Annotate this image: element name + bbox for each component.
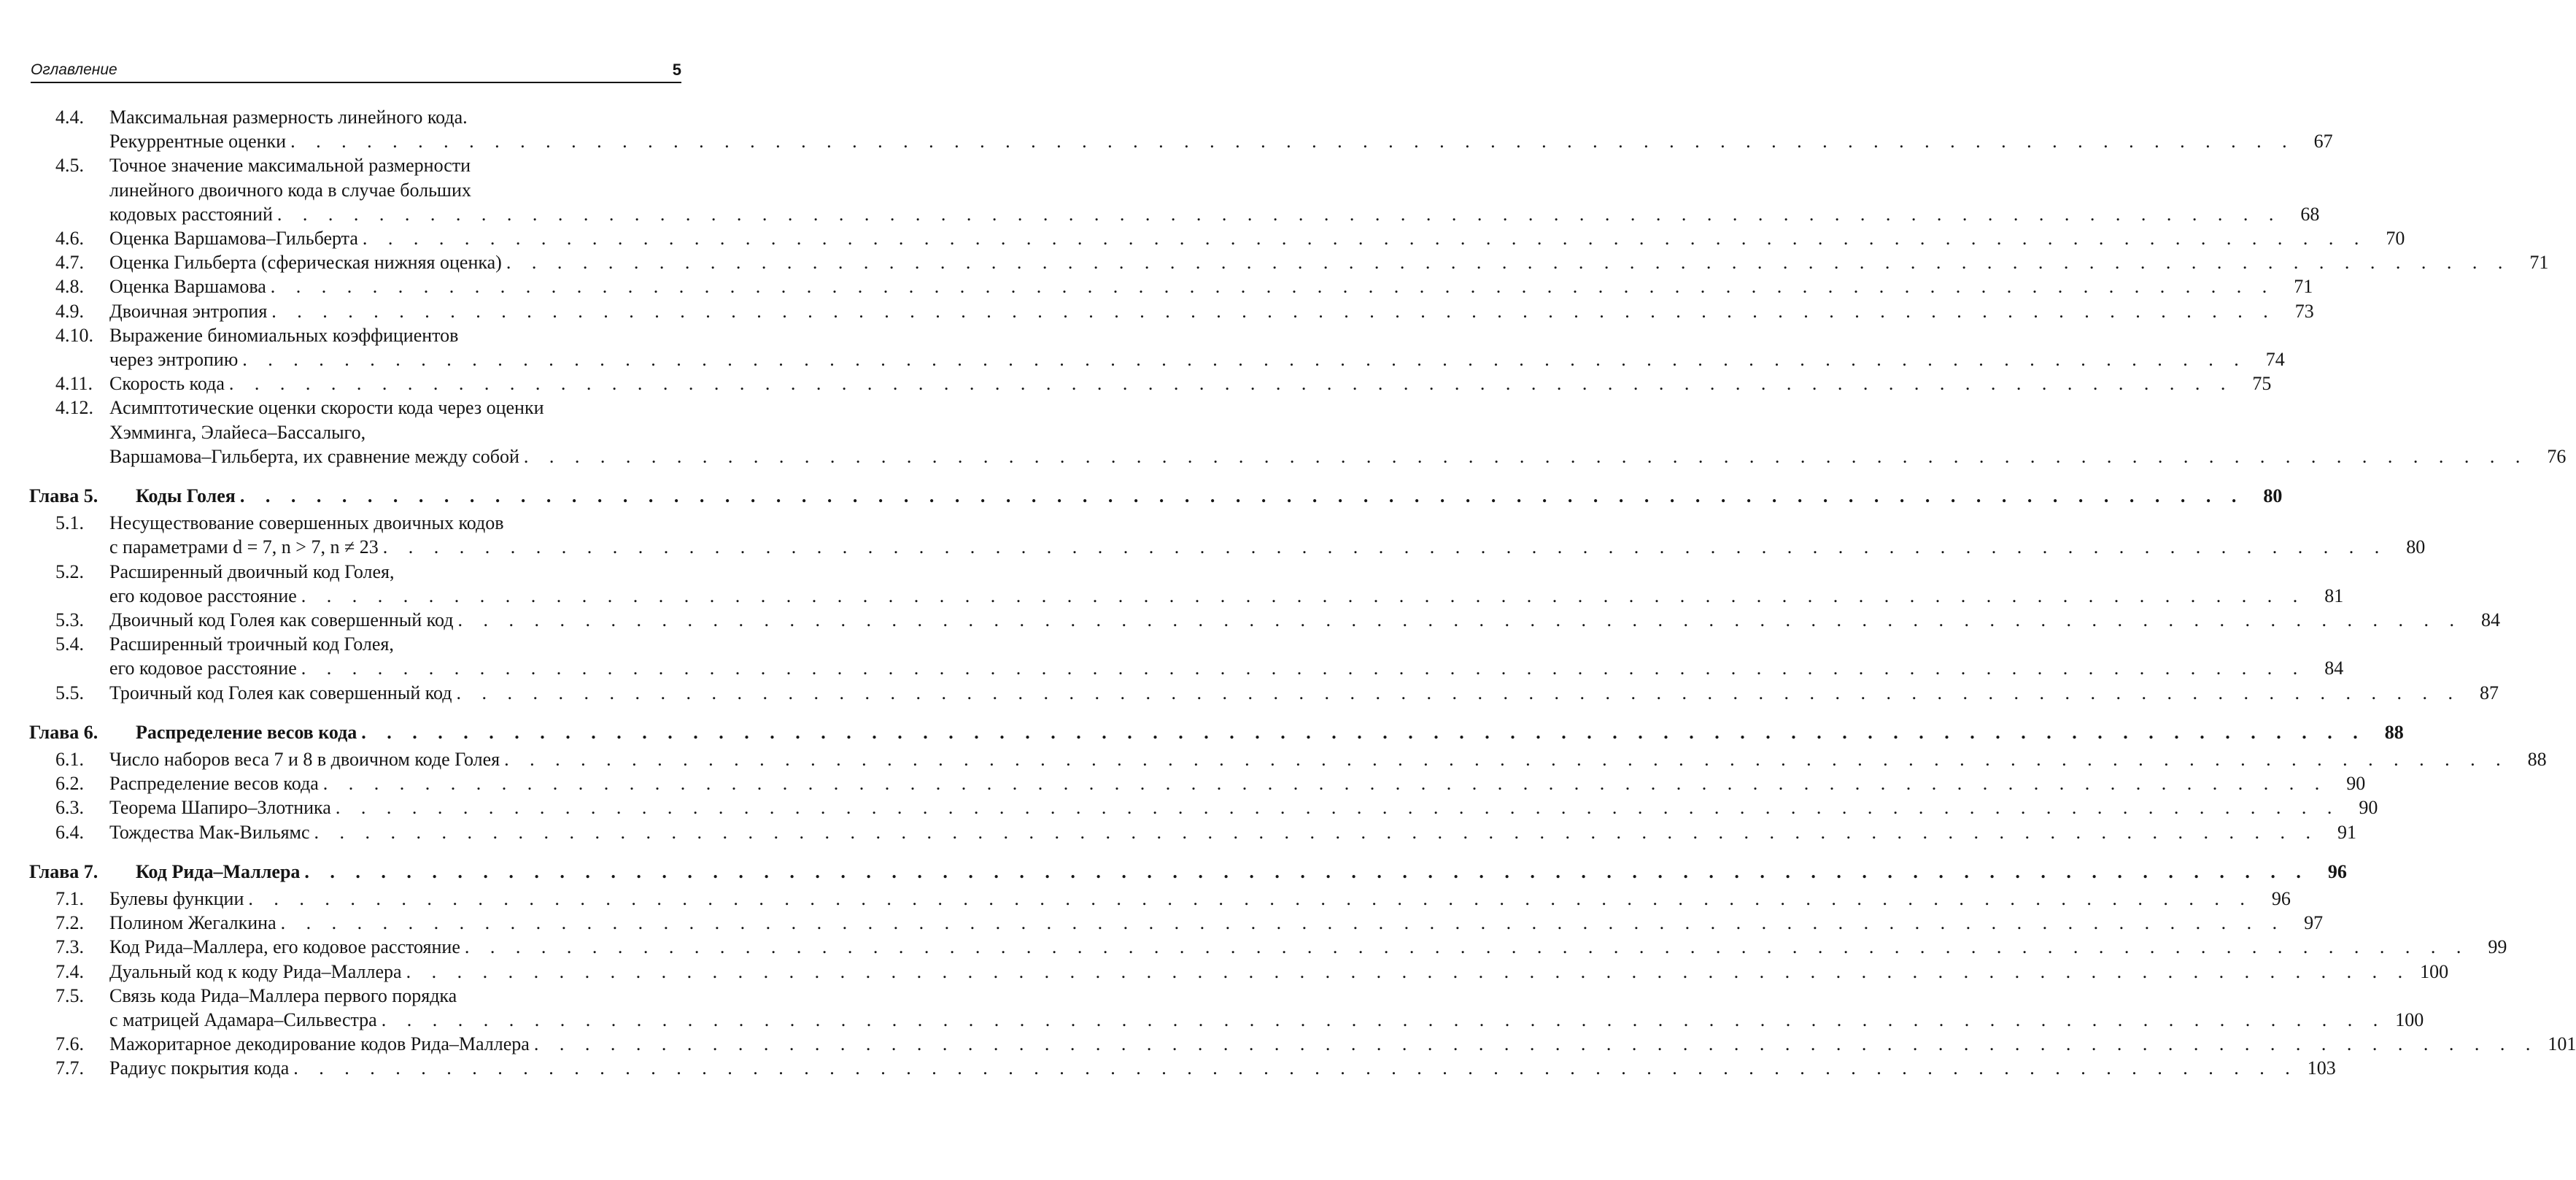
entry-page-number: 100 [2420,960,2449,982]
section-entry[interactable] [0,887,2291,911]
toc-leader-line [109,656,2344,681]
toc-leader-line [109,771,2366,796]
section-number: 6.4. [55,821,84,843]
toc-leader-line [109,347,2285,372]
section-number: 7.7. [55,1057,84,1079]
leader-dots: . . . . . . . . . . . . . . . . . . . . . . . . . . . . . . . . . . . . . . . . . . . . . . . . . . . . . . . . . . . . . . . . . . . . . . . . . . . . . . . [456,682,2461,703]
toc-leader-line [109,608,2500,633]
entry-title: Код Рида–Маллера, его кодовое расстояние [109,936,460,958]
section-number: 5.4. [55,633,84,655]
section-number: 4.4. [55,107,84,128]
toc-leader-line [136,484,2283,509]
entry-page-number: 81 [2324,585,2344,606]
chapter-entry[interactable] [0,860,2347,884]
toc-leader-line [109,535,2426,560]
leader-dots: . . . . . . . . . . . . . . . . . . . . . . . . . . . . . . . . . . . . . . . . . . . . . . . . . . . . . . . . . . . . . . . . . . . . . . . . . . . . . . . [280,912,2286,934]
section-number: 4.12. [55,397,93,419]
section-number: 5.2. [55,560,84,582]
toc-leader-line [109,129,2333,154]
entry-page-number: 80 [2263,485,2283,506]
entry-title: Двоичная энтропия [109,300,268,322]
chapter-number: Глава 7. [29,860,98,882]
section-entry[interactable] [0,1056,2336,1081]
header-page-number: 5 [672,61,681,79]
section-number: 4.7. [55,252,84,274]
entry-title: с параметрами d = 7, n > 7, n ≠ 23 [109,536,379,558]
entry-title-part: Выражение биномиальных коэффициентов [109,324,459,346]
entry-title-part: Связь кода Рида–Маллера первого порядка [109,984,457,1006]
entry-title: Код Рида–Маллера [136,860,301,882]
leader-dots: . . . . . . . . . . . . . . . . . . . . . . . . . . . . . . . . . . . . . . . . . . . . . . . . . . . . . . . . . . . . . . . . . . . . . . . . . . . . . . . [361,721,2366,743]
entry-title: Булевы функции [109,888,244,909]
entry-title: Скорость кода [109,373,225,395]
section-entry[interactable] [0,681,2499,706]
entry-page-number: 70 [2386,228,2405,249]
chapter-number: Глава 5. [29,485,98,506]
section-entry[interactable] [0,747,2547,772]
section-entry[interactable] [0,1032,2576,1057]
chapter-entry[interactable] [0,484,2283,509]
toc-leader-line [109,1056,2336,1081]
entry-title-part: Точное значение максимальной размерности [109,155,471,177]
entry-page-number: 68 [2300,203,2320,225]
leader-dots: . . . . . . . . . . . . . . . . . . . . . . . . . . . . . . . . . . . . . . . . . . . . . . . . . . . . . . . . . . . . . . . . . . . . . . . . . . . . . . . [228,373,2234,395]
leader-dots: . . . . . . . . . . . . . . . . . . . . . . . . . . . . . . . . . . . . . . . . . . . . . . . . . . . . . . . . . . . . . . . . . . . . . . . . . . . . . . . [290,131,2295,153]
section-title-line[interactable] [0,396,684,420]
entry-title: Двоичный код Голея как совершенный код [109,609,454,631]
section-entry[interactable] [0,1008,2424,1033]
leader-dots: . . . . . . . . . . . . . . . . . . . . . . . . . . . . . . . . . . . . . . . . . . . . . . . . . . . . . . . . . . . . . . . . . . . . . . . . . . . . . . . [406,960,2411,982]
entry-title: Распределение весов кода [136,721,357,743]
leader-dots: . . . . . . . . . . . . . . . . . . . . . . . . . . . . . . . . . . . . . . . . . . . . . . . . . . . . . . . . . . . . . . . . . . . . . . . . . . . . . . . [504,749,2509,770]
entry-title: Оценка Варшамова [109,276,266,298]
leader-dots: . . . . . . . . . . . . . . . . . . . . . . . . . . . . . . . . . . . . . . . . . . . . . . . . . . . . . . . . . . . . . . . . . . . . . . . . . . . . . . . [314,821,2319,843]
entry-page-number: 76 [2547,445,2567,467]
section-number: 5.3. [55,609,84,631]
leader-dots: . . . . . . . . . . . . . . . . . . . . . . . . . . . . . . . . . . . . . . . . . . . . . . . . . . . . . . . . . . . . . . . . . . . . . . . . . . . . . . . [362,228,2367,249]
toc-leader-line [109,250,2549,275]
section-number: 6.1. [55,749,84,770]
section-entry[interactable] [0,299,2314,324]
toc-leader-line [109,747,2547,772]
entry-title: его кодовое расстояние [109,585,297,606]
section-entry[interactable] [0,444,2567,469]
entry-title: Распределение весов кода [109,773,319,795]
chapter-number: Глава 6. [29,721,98,743]
toc-leader-line [109,960,2449,984]
toc-leader-line [109,795,2378,820]
entry-title: Мажоритарное декодирование кодов Рида–Маллера [109,1033,530,1055]
entry-page-number: 90 [2359,797,2378,819]
toc-leader-line [109,887,2291,911]
entry-title-part: Максимальная размерность линейного кода. [109,107,468,128]
entry-title-part: Хэмминга, Элайеса–Бассалыго, [109,421,366,443]
toc-leader-line [136,720,2404,745]
entry-title-part: линейного двоичного кода в случае больших [109,179,471,201]
leader-dots: . . . . . . . . . . . . . . . . . . . . . . . . . . . . . . . . . . . . . . . . . . . . . . . . . . . . . . . . . . . . . . . . . . . . . . . . . . . . . . . [239,485,2245,506]
toc-leader-line [109,202,2320,227]
toc-leader-line [136,860,2347,884]
entry-page-number: 88 [2527,749,2547,770]
entry-page-number: 101 [2548,1033,2576,1055]
section-number: 7.2. [55,912,84,934]
entry-title-part: Расширенный двоичный код Голея, [109,560,395,582]
section-number: 7.3. [55,936,84,958]
leader-dots: . . . . . . . . . . . . . . . . . . . . . . . . . . . . . . . . . . . . . . . . . . . . . . . . . . . . . . . . . . . . . . . . . . . . . . . . . . . . . . . [293,1057,2298,1079]
section-entry[interactable] [0,911,2324,936]
section-entry[interactable] [0,771,2366,796]
leader-dots: . . . . . . . . . . . . . . . . . . . . . . . . . . . . . . . . . . . . . . . . . . . . . . . . . . . . . . . . . . . . . . . . . . . . . . . . . . . . . . . [382,536,2388,558]
leader-dots: . . . . . . . . . . . . . . . . . . . . . . . . . . . . . . . . . . . . . . . . . . . . . . . . . . . . . . . . . . . . . . . . . . . . . . . . . . . . . . . [457,609,2462,631]
toc-leader-line [109,1008,2424,1033]
entry-title: Тождества Мак-Вильямс [109,821,310,843]
section-entry[interactable] [0,795,2378,820]
section-number: 7.4. [55,960,84,982]
entry-page-number: 100 [2395,1009,2424,1030]
toc-leader-line [109,1032,2576,1057]
section-title-line[interactable] [0,323,684,348]
section-number: 4.11. [55,373,93,395]
leader-dots: . . . . . . . . . . . . . . . . . . . . . . . . . . . . . . . . . . . . . . . . . . . . . . . . . . . . . . . . . . . . . . . . . . . . . . . . . . . . . . . [304,860,2309,882]
entry-title: с матрицей Адамара–Сильвестра [109,1009,377,1030]
toc-leader-line [109,444,2567,469]
toc-leader-line [109,935,2507,960]
section-number: 4.10. [55,324,93,346]
section-number: 7.6. [55,1033,84,1055]
section-title-line[interactable] [0,632,684,657]
section-entry[interactable] [0,584,2344,609]
leader-dots: . . . . . . . . . . . . . . . . . . . . . . . . . . . . . . . . . . . . . . . . . . . . . . . . . . . . . . . . . . . . . . . . . . . . . . . . . . . . . . . [242,349,2247,370]
entry-page-number: 90 [2346,773,2366,795]
leader-dots: . . . . . . . . . . . . . . . . . . . . . . . . . . . . . . . . . . . . . . . . . . . . . . . . . . . . . . . . . . . . . . . . . . . . . . . . . . . . . . . [322,773,2328,795]
toc-leader-line [109,584,2344,609]
leader-dots: . . . . . . . . . . . . . . . . . . . . . . . . . . . . . . . . . . . . . . . . . . . . . . . . . . . . . . . . . . . . . . . . . . . . . . . . . . . . . . . [533,1033,2539,1055]
section-title-line[interactable] [0,105,684,130]
entry-page-number: 71 [2294,276,2313,298]
chapter-entry[interactable] [0,720,2404,745]
section-entry[interactable] [0,535,2426,560]
toc-leader-line [109,681,2499,706]
entry-title: Оценка Гильберта (сферическая нижняя оценка) [109,252,502,274]
section-entry[interactable] [0,935,2507,960]
section-title-line[interactable] [0,560,684,585]
leader-dots: . . . . . . . . . . . . . . . . . . . . . . . . . . . . . . . . . . . . . . . . . . . . . . . . . . . . . . . . . . . . . . . . . . . . . . . . . . . . . . . [506,252,2511,274]
entry-title: Полином Жегалкина [109,912,276,934]
leader-dots: . . . . . . . . . . . . . . . . . . . . . . . . . . . . . . . . . . . . . . . . . . . . . . . . . . . . . . . . . . . . . . . . . . . . . . . . . . . . . . . [270,276,2275,298]
toc-leader-line [109,911,2324,936]
section-number: 5.5. [55,682,84,703]
toc-leader-line [109,274,2313,299]
entry-page-number: 80 [2406,536,2426,558]
section-number: 4.9. [55,300,84,322]
entry-page-number: 75 [2252,373,2272,395]
leader-dots: . . . . . . . . . . . . . . . . . . . . . . . . . . . . . . . . . . . . . . . . . . . . . . . . . . . . . . . . . . . . . . . . . . . . . . . . . . . . . . . [523,445,2529,467]
leader-dots: . . . . . . . . . . . . . . . . . . . . . . . . . . . . . . . . . . . . . . . . . . . . . . . . . . . . . . . . . . . . . . . . . . . . . . . . . . . . . . . [301,658,2306,679]
section-title-line[interactable] [0,511,684,536]
section-entry[interactable] [0,274,2313,299]
section-number: 7.1. [55,888,84,909]
leader-dots: . . . . . . . . . . . . . . . . . . . . . . . . . . . . . . . . . . . . . . . . . . . . . . . . . . . . . . . . . . . . . . . . . . . . . . . . . . . . . . . [335,797,2340,819]
section-number: 6.3. [55,797,84,819]
leader-dots: . . . . . . . . . . . . . . . . . . . . . . . . . . . . . . . . . . . . . . . . . . . . . . . . . . . . . . . . . . . . . . . . . . . . . . . . . . . . . . . [464,936,2469,958]
section-entry[interactable] [0,250,2549,275]
entry-page-number: 91 [2337,821,2357,843]
entry-page-number: 84 [2324,658,2344,679]
entry-page-number: 103 [2307,1057,2336,1079]
entry-page-number: 99 [2488,936,2507,958]
entry-title: его кодовое расстояние [109,658,297,679]
section-title-line[interactable] [0,420,684,445]
entry-title-part: Несуществование совершенных двоичных кодов [109,512,504,534]
section-entry[interactable] [0,608,2500,633]
entry-page-number: 71 [2529,252,2549,274]
entry-page-number: 88 [2384,721,2404,743]
leader-dots: . . . . . . . . . . . . . . . . . . . . . . . . . . . . . . . . . . . . . . . . . . . . . . . . . . . . . . . . . . . . . . . . . . . . . . . . . . . . . . . [276,203,2282,225]
entry-title: Рекуррентные оценки [109,131,287,153]
section-entry[interactable] [0,347,2285,372]
section-entry[interactable] [0,226,2405,251]
entry-title: через энтропию [109,349,239,370]
entry-title: Число наборов веса 7 и 8 в двоичном коде Голея [109,749,500,770]
entry-title: кодовых расстояний [109,203,273,225]
section-entry[interactable] [0,202,2320,227]
section-number: 4.5. [55,155,84,177]
section-title-line[interactable] [0,178,684,203]
entry-title: Оценка Варшамова–Гильберта [109,228,358,249]
entry-page-number: 84 [2480,609,2500,631]
entry-page-number: 96 [2271,888,2291,909]
toc-leader-line [109,226,2405,251]
entry-page-number: 74 [2265,349,2285,370]
entry-page-number: 97 [2304,912,2324,934]
section-title-line[interactable] [0,153,684,178]
section-number: 5.1. [55,512,84,534]
entry-title: Коды Голея [136,485,236,506]
entry-title-part: Асимптотические оценки скорости кода через оценки [109,397,544,419]
entry-page-number: 67 [2313,131,2333,153]
entry-page-number: 87 [2480,682,2499,703]
toc-leader-line [109,371,2272,396]
section-entry[interactable] [0,656,2344,681]
section-entry[interactable] [0,129,2333,154]
entry-title-part: Расширенный троичный код Голея, [109,633,394,655]
toc-leader-line [109,299,2314,324]
running-header [31,57,681,83]
entry-title: Теорема Шапиро–Злотника [109,797,331,819]
leader-dots: . . . . . . . . . . . . . . . . . . . . . . . . . . . . . . . . . . . . . . . . . . . . . . . . . . . . . . . . . . . . . . . . . . . . . . . . . . . . . . . [301,585,2306,606]
entry-title: Троичный код Голея как совершенный код [109,682,452,703]
entry-page-number: 96 [2327,860,2347,882]
entry-title: Дуальный код к коду Рида–Маллера [109,960,402,982]
header-title: Оглавление [31,61,117,78]
section-title-line[interactable] [0,984,684,1009]
entry-title: Варшамова–Гильберта, их сравнение между собой [109,445,519,467]
toc-leader-line [109,820,2357,845]
leader-dots: . . . . . . . . . . . . . . . . . . . . . . . . . . . . . . . . . . . . . . . . . . . . . . . . . . . . . . . . . . . . . . . . . . . . . . . . . . . . . . . [248,888,2253,909]
section-entry[interactable] [0,960,2449,984]
leader-dots: . . . . . . . . . . . . . . . . . . . . . . . . . . . . . . . . . . . . . . . . . . . . . . . . . . . . . . . . . . . . . . . . . . . . . . . . . . . . . . . [381,1009,2386,1030]
leader-dots: . . . . . . . . . . . . . . . . . . . . . . . . . . . . . . . . . . . . . . . . . . . . . . . . . . . . . . . . . . . . . . . . . . . . . . . . . . . . . . . [271,300,2276,322]
section-entry[interactable] [0,820,2357,845]
section-number: 7.5. [55,984,84,1006]
section-number: 4.8. [55,276,84,298]
section-entry[interactable] [0,371,2272,396]
section-number: 4.6. [55,228,84,249]
section-number: 6.2. [55,773,84,795]
entry-title: Радиус покрытия кода [109,1057,290,1079]
entry-page-number: 73 [2294,300,2314,322]
